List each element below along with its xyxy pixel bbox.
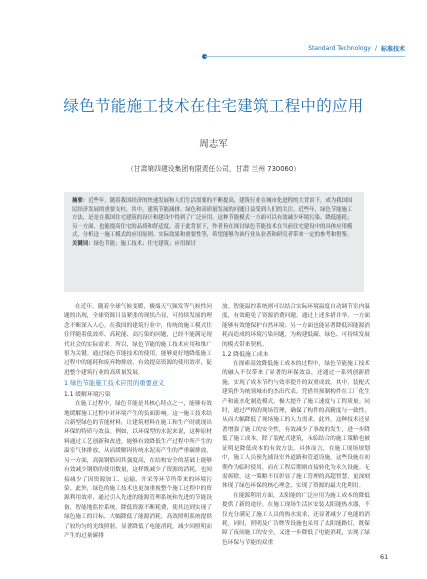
subsection-heading-1-2: 1.2 降低施工成本 [222,352,269,359]
abstract-paragraph [72,197,356,240]
header-separator: / [374,44,377,52]
abstract-text: 近些年，随着我国经济的快速发展和人们生活需要的不断提高，建筑行业在城市化进程的大背景下，成为我国国民经济发展的重要支柱。其中，建筑节能减排、绿色和高质量发展的问题日益受到人们的关注。近些年，绿色节能施工方法，是是在我国住宅建筑的设计和建设中得到了广泛应用。这种节能模式一方面可以有效减少环境污染、降低能耗；另一方面，也能提高住宅的品质和舒适度。基于此背景下，作者旨在探讨绿色节能技术在当前住宅建设中的具体应用模式，分析这一施工模式的应用原则、实际效果和重要性等，希望能够为该行业从业者和研究者带来一定的参考和借鉴。 [72,198,353,239]
intro-paragraph: 在近年，随着全球气候变暖、极端天气频发等气候性问题的出现，全球资源日益紧张的现状凸显，可持续发展的理念不断深入人心。在我国的建筑行业中，传统的施工模式往往伴随着低效率、高耗能、高污染的问题，已经不能满足现代社会的实际需求。所以，绿色节能的施工技术应用和推广很为关键。通过绿色节能技术的使用，能够更好地降低施工过程中的能耗和废弃物排放，有效提高资源的使用效率，促进整个建筑行业的高质量发展。 [64,304,212,376]
keywords-text: 绿色节能；施工技术；住宅建筑；应用探讨 [93,240,197,247]
abstract-label: 摘要： [72,198,89,204]
header-rule [205,56,405,57]
body-columns [64,303,370,553]
body-paragraph: 在施工过程中，绿色节能是其核心特点之一，能够有效地缓解施工过程中对环境产生的负面影响。这一施工技术结合新型绿色的节能材料，让建筑材料在施工和生产时就现出环保的特质与效益。例如，以环保型的水泥来说，这种原材料通过工艺创新和改进，能够有效降低生产过程中所产生的温室气体排放，从而缓解因传统水泥而产生的严重碳排放。另一方面，高强钢筋因其强度高，在结构安全的基础上能够有效减少钢筋的使用数量，这样既减少了资源的消耗，也间接减少了因资源加工、运输、开采等环节所带来的环境污染。此外，绿色的施工技术也更加重视整个施工过程中的资源利用效率，通过引入先进的能源管理系统和先进的节能设备，智能地监控系统，降低资源不断耗费，使其达到实现了绿色施工的目标。大幅降低了能源消耗。高效照明系统提供了较均匀的光线照射，显著降低了电能消耗，减少因照明而产生的过量碳排 [64,401,212,539]
right-column [222,303,370,553]
body-paragraph: 放。智能温控系统则可以结合实际环境温度自动调节室内温度，有效避免了资源消费问题。通过上述多措并举，一方面能够有效地保护自然环境；另一方面也能显著降低因能源消耗而造成的环境污染问题，为构建低碳、绿色、可持续发展的模式带来契机。 [222,304,370,348]
header-section-en: Standard Technology [308,44,371,52]
header-section-cn: 标准技术 [380,45,405,53]
abstract-box [64,192,364,292]
keywords-paragraph [72,240,356,249]
keywords-label: 关键词： [72,240,94,247]
page-number: 61 [380,553,389,561]
author-affiliation: （甘肃第四建设集团有限责任公司，甘肃 兰州 730060） [126,165,300,173]
subsection-heading-1-1: 1.1 缓解环境污染 [64,392,111,399]
author-name: 周志军 [199,139,228,150]
body-paragraph: 在探索高效降低施工成本的过程中，绿色节能施工技术的融入不仅带来了显著的环保效益，还通过一系列创新措施，实现了成本节约与效率提升的双重成效。其中，装配式建筑作为统领城市的杰出代表，凭借其预制构件在工厂化生产和流水化制造模式，极大提升了施工速度与工程质量；同时，通过严格的现场管理，确保了构件的高精度与一致性，从而大幅降低了现场施工的人力需求。此外，这种技术还显著增强了施工的安全性，有效减少了事故的发生，进一步降低了施工成本。除了装配式建筑，永临结合的施工策略也被证明是降低成本的有效方法。具体而言，在施工现场规划中，施工人员预先铺设室外道路和管道设施，这些设施在初期作为临时使用，而在工程后期则直接转化为永久设施。无需拆除，这一策略不仅彰显了施工管理的高超智慧，更深刻体现了绿色环保的核心理念，实现了资源的最大化利用。 [222,361,370,490]
left-column [64,303,212,553]
paper-title: 绿色节能施工技术在住宅建筑工程中的应用 [63,97,364,115]
body-paragraph: 在能源利用方面，太阳能的广泛应用为施工成本的降低提供了新的途径。在施工现场生活区安装太阳能热水器，不仅充分满足了施工人员的热水需求，还显著减少了电能的消耗。同时，照明及广告牌等设施也采用了太阳能路灯，既保障了夜间施工的安全，又进一步降低了电能消耗，实现了绿色环保与节能的双重 [222,492,370,546]
running-header [205,40,427,56]
section-heading-1: 1 绿色节能施工技术应用的重要意义 [64,380,165,388]
